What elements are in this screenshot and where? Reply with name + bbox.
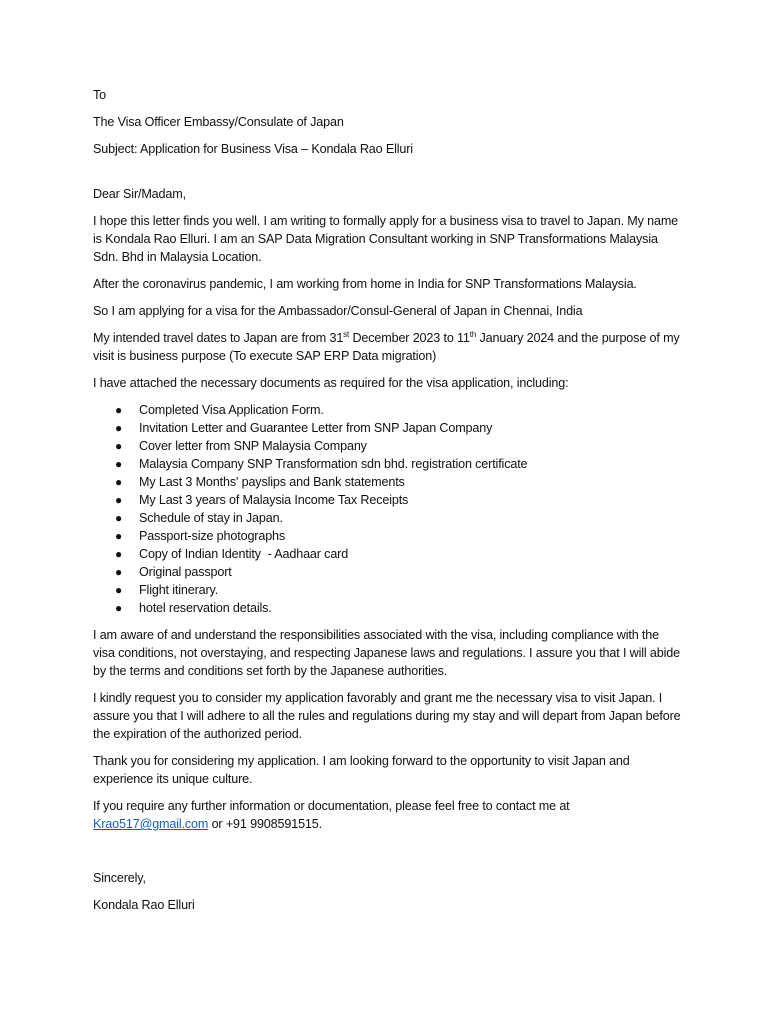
- email-link[interactable]: Krao517@gmail.com: [93, 817, 209, 831]
- applying-paragraph: So I am applying for a visa for the Ambassador/Consul-General of Japan in Chennai, India: [93, 304, 583, 318]
- contact-paragraph: [93, 797, 683, 833]
- document-item-label: My Last 3 years of Malaysia Income Tax Receipts: [139, 493, 409, 507]
- bullet-icon: ●: [115, 403, 123, 417]
- bullet-icon: ●: [115, 547, 123, 561]
- document-list: [93, 401, 683, 617]
- travel-text-3: January 2024 and the purpose of my visit is business purpose (To execute SAP ERP Data migration): [93, 331, 680, 363]
- bullet-icon: ●: [115, 529, 123, 543]
- intro-paragraph: I hope this letter finds you well. I am writing to formally apply for a business visa to travel to Japan. My name is Kondala Rao Elluri. I am an SAP Data Migration Consultant working in SNP Transformations Malaysia Sdn. Bhd in Malaysia Location.: [93, 214, 679, 264]
- to-line: To: [93, 88, 107, 102]
- signature-name: Kondala Rao Elluri: [93, 898, 195, 912]
- document-item-label: Invitation Letter and Guarantee Letter from SNP Japan Company: [139, 421, 493, 435]
- bullet-icon: ●: [115, 601, 123, 615]
- document-item-label: Schedule of stay in Japan.: [139, 511, 283, 525]
- list-item: [93, 473, 683, 491]
- travel-text-1: My intended travel dates to Japan are from 31: [93, 331, 344, 345]
- document-item-label: Cover letter from SNP Malaysia Company: [139, 439, 367, 453]
- bullet-icon: ●: [115, 421, 123, 435]
- request-paragraph: I kindly request you to consider my application favorably and grant me the necessary visa to visit Japan. I assure you that I will adhere to all the rules and regulations during my stay and will depart from Japan before the expiration of the authorized period.: [93, 691, 681, 741]
- bullet-icon: ●: [115, 511, 123, 525]
- travel-sup-1: st: [343, 329, 350, 339]
- recipient-line: The Visa Officer Embassy/Consulate of Japan: [93, 115, 344, 129]
- contact-suffix: or +91 9908591515.: [208, 817, 322, 831]
- bullet-icon: ●: [115, 475, 123, 489]
- list-item: [93, 419, 683, 437]
- contact-prefix: If you require any further information or documentation, please feel free to contact me at: [93, 799, 570, 813]
- travel-sup-2: th: [469, 329, 477, 339]
- document-item-label: hotel reservation details.: [139, 601, 272, 615]
- list-item: [93, 563, 683, 581]
- list-item: [93, 545, 683, 563]
- list-item: [93, 599, 683, 617]
- bullet-icon: ●: [115, 493, 123, 507]
- pandemic-paragraph: After the coronavirus pandemic, I am working from home in India for SNP Transformations Malaysia.: [93, 277, 637, 291]
- bullet-icon: ●: [115, 583, 123, 597]
- travel-dates-paragraph: [93, 329, 683, 365]
- list-item: [93, 491, 683, 509]
- closing: Sincerely,: [93, 871, 146, 885]
- document-item-label: Flight itinerary.: [139, 583, 219, 597]
- bullet-icon: ●: [115, 457, 123, 471]
- list-item: [93, 455, 683, 473]
- attached-intro: I have attached the necessary documents as required for the visa application, including:: [93, 376, 569, 390]
- aware-paragraph: I am aware of and understand the responsibilities associated with the visa, including compliance with the visa conditions, not overstaying, and respecting Japanese laws and regulations. I assure you that I will abide by the terms and conditions set forth by the Japanese authorities.: [93, 628, 680, 678]
- salutation: Dear Sir/Madam,: [93, 187, 186, 201]
- document-item-label: Malaysia Company SNP Transformation sdn bhd. registration certificate: [139, 457, 528, 471]
- document-item-label: Passport-size photographs: [139, 529, 286, 543]
- list-item: [93, 401, 683, 419]
- document-item-label: Original passport: [139, 565, 232, 579]
- thanks-paragraph: Thank you for considering my application. I am looking forward to the opportunity to visit Japan and experience its unique culture.: [93, 754, 630, 786]
- travel-text-2: December 2023 to 11: [349, 331, 470, 345]
- list-item: [93, 437, 683, 455]
- list-item: [93, 527, 683, 545]
- list-item: [93, 509, 683, 527]
- bullet-icon: ●: [115, 565, 123, 579]
- document-item-label: Completed Visa Application Form.: [139, 403, 324, 417]
- document-item-label: Copy of Indian Identity - Aadhaar card: [139, 547, 349, 561]
- subject-line: Subject: Application for Business Visa – Kondala Rao Elluri: [93, 142, 413, 156]
- document-item-label: My Last 3 Months' payslips and Bank statements: [139, 475, 405, 489]
- letter-page: [93, 86, 683, 923]
- bullet-icon: ●: [115, 439, 123, 453]
- list-item: [93, 581, 683, 599]
